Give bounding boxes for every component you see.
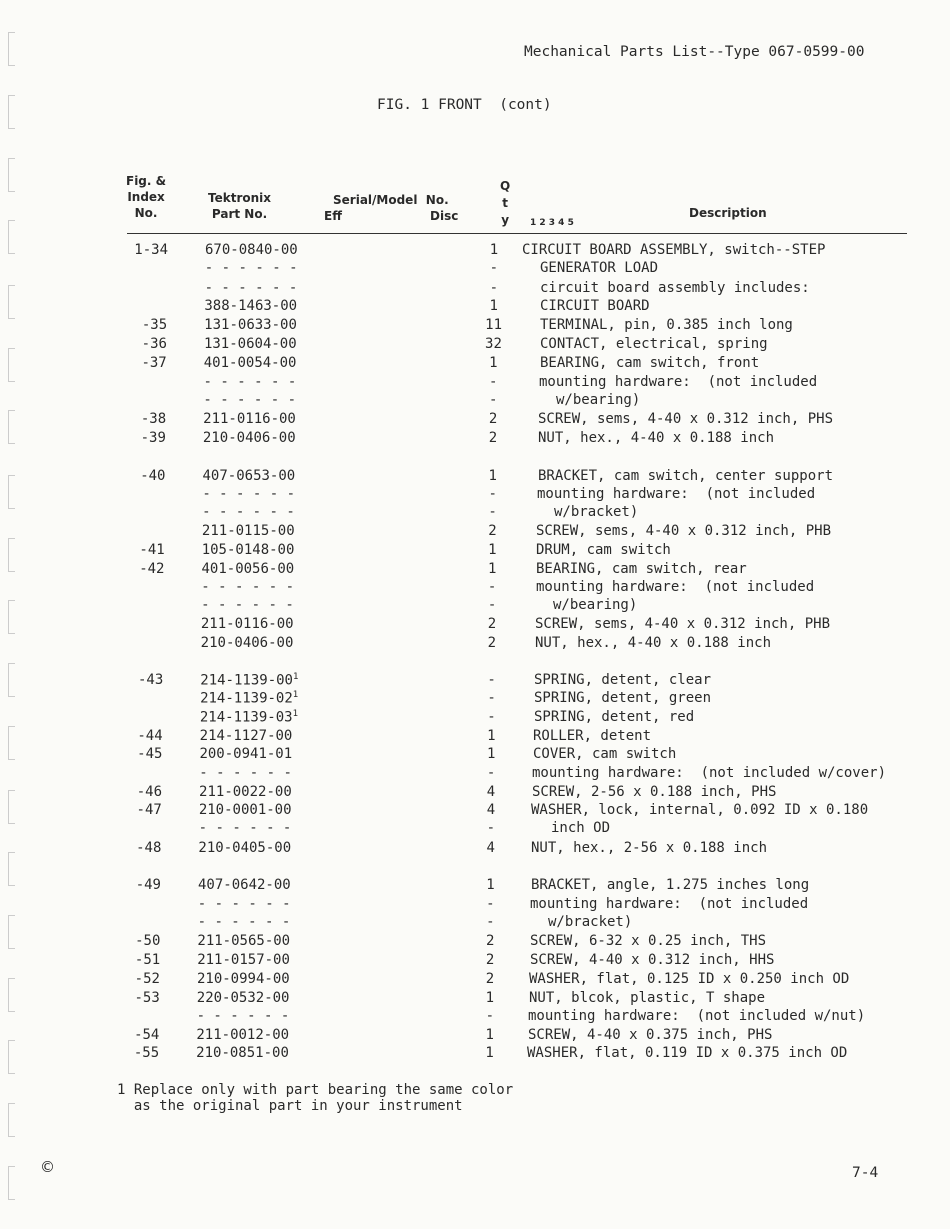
part-number-text: - - - - - - xyxy=(203,392,297,408)
part-number-text: - - - - - - xyxy=(204,280,298,296)
row-part-number xyxy=(200,709,298,726)
row-description: mounting hardware: (not included xyxy=(536,579,815,595)
part-number-text: 211-0565-00 xyxy=(197,933,291,949)
row-description: WASHER, lock, internal, 0.092 ID x 0.180 xyxy=(531,802,869,818)
row-part-number xyxy=(197,990,290,1006)
row-description: BEARING, cam switch, front xyxy=(540,355,760,371)
part-number-text: 210-0405-00 xyxy=(198,840,292,856)
row-part-number xyxy=(202,523,295,539)
row-part-number xyxy=(199,746,292,762)
row-part-number xyxy=(201,616,294,632)
row-part-number xyxy=(198,914,291,930)
row-quantity: - xyxy=(487,672,496,688)
part-number-text: 210-0406-00 xyxy=(202,430,296,446)
binder-mark xyxy=(8,158,15,192)
part-number-text: 131-0633-00 xyxy=(204,317,297,333)
part-number-text: 220-0532-00 xyxy=(196,990,290,1006)
row-description: SCREW, 4-40 x 0.375 inch, PHS xyxy=(528,1027,773,1043)
row-description: circuit board assembly includes: xyxy=(540,280,810,296)
row-part-number xyxy=(198,896,291,912)
binder-mark xyxy=(8,538,15,572)
row-part-number xyxy=(197,1008,290,1024)
row-quantity: - xyxy=(487,579,497,595)
part-number-text: 211-0116-00 xyxy=(200,616,294,632)
binder-mark xyxy=(8,600,15,634)
row-quantity: - xyxy=(486,896,495,912)
row-index: -54 xyxy=(134,1027,160,1043)
row-description: ROLLER, detent xyxy=(533,728,652,744)
part-number-text: - - - - - - xyxy=(197,896,291,912)
part-number-text: 211-0116-00 xyxy=(203,411,296,427)
row-description: NUT, blcok, plastic, T shape xyxy=(529,990,766,1006)
binder-mark xyxy=(8,32,15,66)
binder-mark xyxy=(8,220,15,254)
row-part-number xyxy=(197,952,290,968)
row-index: -39 xyxy=(140,430,166,446)
row-part-number xyxy=(205,260,298,276)
row-quantity: 11 xyxy=(485,317,502,333)
row-quantity: 4 xyxy=(486,802,496,818)
binder-mark xyxy=(8,285,15,319)
row-quantity: 2 xyxy=(488,430,498,446)
row-part-number xyxy=(196,1027,289,1043)
row-index: -55 xyxy=(133,1045,160,1061)
row-quantity: - xyxy=(486,914,495,930)
row-part-number xyxy=(197,971,290,987)
row-part-number xyxy=(202,486,295,502)
part-number-text: - - - - - - xyxy=(197,914,291,930)
row-description: w/bracket) xyxy=(548,914,633,930)
row-quantity: 4 xyxy=(486,784,496,800)
row-description: WASHER, flat, 0.119 ID x 0.375 inch OD xyxy=(527,1045,848,1061)
part-number-text: 407-0653-00 xyxy=(202,468,296,484)
row-description: BRACKET, angle, 1.275 inches long xyxy=(531,877,810,893)
row-quantity: - xyxy=(489,260,499,276)
part-number-text: 214-1139-00 xyxy=(200,672,293,689)
binder-mark xyxy=(8,1166,15,1200)
part-number-text: 211-0115-00 xyxy=(201,523,295,539)
binder-mark xyxy=(8,1103,15,1137)
row-quantity: - xyxy=(488,392,498,408)
row-quantity: 2 xyxy=(485,952,495,968)
row-part-number xyxy=(201,561,294,577)
binder-mark xyxy=(8,978,15,1012)
binder-mark xyxy=(8,475,15,509)
row-quantity: 1 xyxy=(488,561,497,577)
row-description: GENERATOR LOAD xyxy=(540,260,659,276)
row-index: -49 xyxy=(135,877,161,893)
row-part-number xyxy=(205,242,298,258)
header-part-no: Tektronix Part No. xyxy=(208,191,272,221)
row-description: NUT, hex., 2-56 x 0.188 inch xyxy=(531,840,768,856)
row-part-number xyxy=(201,579,294,595)
binder-mark xyxy=(8,852,15,886)
binder-mark xyxy=(8,790,15,824)
row-quantity: 2 xyxy=(488,411,498,427)
row-part-number xyxy=(204,374,297,390)
row-index: -52 xyxy=(134,971,160,987)
footnote-marker: 1 xyxy=(292,690,299,700)
part-number-text: - - - - - - xyxy=(203,374,297,390)
row-description: BEARING, cam switch, rear xyxy=(536,561,747,577)
row-quantity: 1 xyxy=(487,746,496,762)
part-number-text: 401-0054-00 xyxy=(203,355,297,371)
row-part-number xyxy=(200,728,293,744)
binder-mark xyxy=(8,915,15,949)
row-description: w/bearing) xyxy=(556,392,641,408)
part-number-text: 401-0056-00 xyxy=(201,561,295,577)
row-part-number xyxy=(199,802,292,818)
row-quantity: 1 xyxy=(486,877,495,893)
row-index: -37 xyxy=(141,355,167,371)
row-description: NUT, hex., 4-40 x 0.188 inch xyxy=(535,635,772,651)
part-number-text: - - - - - - xyxy=(202,504,295,520)
row-description: WASHER, flat, 0.125 ID x 0.250 inch OD xyxy=(529,971,850,987)
row-quantity: - xyxy=(485,1008,494,1024)
row-description: CIRCUIT BOARD xyxy=(540,298,650,314)
header-levels: 1 2 3 4 5 xyxy=(530,218,574,228)
row-quantity: 2 xyxy=(485,971,495,987)
row-description: SCREW, 6-32 x 0.25 inch, THS xyxy=(530,933,767,949)
row-quantity: 1 xyxy=(485,990,495,1006)
part-number-text: 210-0001-00 xyxy=(198,802,292,818)
row-quantity: 1 xyxy=(489,355,498,371)
part-number-text: 214-1139-03 xyxy=(199,709,293,726)
row-quantity: 2 xyxy=(487,616,497,632)
footnote: 1 Replace only with part bearing the same color as the original part in your instrument xyxy=(117,1082,514,1114)
row-description: mounting hardware: (not included xyxy=(537,486,816,502)
row-description: SPRING, detent, green xyxy=(534,690,712,706)
row-quantity: - xyxy=(489,374,498,390)
row-description: SCREW, sems, 4-40 x 0.312 inch, PHB xyxy=(536,523,832,539)
row-part-number xyxy=(202,504,295,520)
header-fig-index: Fig. & Index No. xyxy=(126,174,167,220)
row-quantity: - xyxy=(486,820,496,836)
row-part-number xyxy=(200,690,298,707)
row-quantity: 2 xyxy=(485,933,495,949)
row-description: SCREW, sems, 4-40 x 0.312 inch, PHS xyxy=(538,411,834,427)
part-number-text: - - - - - - xyxy=(204,260,298,276)
binder-mark xyxy=(8,726,15,760)
row-index: -53 xyxy=(134,990,160,1006)
row-index: -47 xyxy=(136,802,162,818)
row-index: -43 xyxy=(137,672,164,688)
header-rule xyxy=(127,233,907,234)
row-description: mounting hardware: (not included w/cover) xyxy=(532,765,887,781)
part-number-text: 214-1139-02 xyxy=(200,690,293,707)
row-part-number xyxy=(204,336,297,352)
row-quantity: - xyxy=(487,709,496,725)
row-description: CONTACT, electrical, spring xyxy=(540,336,768,352)
footnote-marker: 1 xyxy=(292,672,299,682)
header-disc: Disc xyxy=(430,209,459,223)
row-part-number xyxy=(204,298,297,314)
row-part-number xyxy=(203,411,296,427)
row-part-number xyxy=(199,784,292,800)
row-description: SPRING, detent, clear xyxy=(534,672,712,688)
row-part-number xyxy=(198,840,291,856)
part-number-text: 210-0994-00 xyxy=(196,971,290,987)
row-index: -44 xyxy=(137,728,163,744)
row-quantity: 1 xyxy=(485,1045,494,1061)
row-part-number xyxy=(205,280,298,296)
row-quantity: 2 xyxy=(488,523,497,539)
row-part-number xyxy=(198,877,291,893)
row-quantity: - xyxy=(489,280,498,296)
row-index: -41 xyxy=(139,542,165,558)
row-quantity: 32 xyxy=(485,336,502,352)
row-description: SCREW, 2-56 x 0.188 inch, PHS xyxy=(532,784,777,800)
row-description: inch OD xyxy=(551,820,611,836)
row-quantity: 1 xyxy=(489,242,499,258)
row-quantity: 4 xyxy=(486,840,495,856)
row-quantity: - xyxy=(488,486,497,502)
row-description: NUT, hex., 4-40 x 0.188 inch xyxy=(538,430,775,446)
binder-mark xyxy=(8,95,15,129)
row-index: -40 xyxy=(140,468,166,484)
footnote-marker: 1 xyxy=(292,709,298,719)
row-part-number xyxy=(196,1045,289,1061)
row-part-number xyxy=(197,933,290,949)
row-description: mounting hardware: (not included xyxy=(530,896,809,912)
row-description: w/bracket) xyxy=(554,504,639,520)
row-part-number xyxy=(203,430,296,446)
row-index: -42 xyxy=(139,561,165,577)
row-description: COVER, cam switch xyxy=(533,746,677,762)
part-number-text: 214-1127-00 xyxy=(199,728,293,744)
row-index: -35 xyxy=(141,317,168,333)
header-qty: Q t y xyxy=(500,179,511,227)
figure-title: FIG. 1 FRONT (cont) xyxy=(377,97,552,113)
part-number-text: 388-1463-00 xyxy=(204,298,298,314)
row-quantity: - xyxy=(486,765,496,781)
row-part-number xyxy=(199,820,292,836)
header-description: Description xyxy=(689,206,767,220)
part-number-text: 407-0642-00 xyxy=(198,877,291,893)
row-index: -45 xyxy=(137,746,163,762)
row-index: -48 xyxy=(136,840,162,856)
row-description: w/bearing) xyxy=(553,597,638,613)
row-part-number xyxy=(201,635,294,651)
row-description: SCREW, 4-40 x 0.312 inch, HHS xyxy=(530,952,775,968)
part-number-text: - - - - - - xyxy=(201,597,294,613)
binder-mark xyxy=(8,348,15,382)
part-number-text: 200-0941-01 xyxy=(199,746,293,762)
header-eff: Eff xyxy=(324,209,342,223)
row-index: -50 xyxy=(135,933,161,949)
row-quantity: 1 xyxy=(488,542,497,558)
part-number-text: 211-0022-00 xyxy=(199,784,292,800)
row-description: BRACKET, cam switch, center support xyxy=(538,468,834,484)
row-description: SPRING, detent, red xyxy=(534,709,695,725)
row-index: -36 xyxy=(141,336,167,352)
part-number-text: 131-0604-00 xyxy=(203,336,297,352)
row-part-number xyxy=(199,765,292,781)
row-part-number xyxy=(203,392,296,408)
row-index: -51 xyxy=(134,952,161,968)
row-part-number xyxy=(200,672,298,689)
row-part-number xyxy=(202,542,295,558)
row-part-number xyxy=(204,355,297,371)
part-number-text: 211-0012-00 xyxy=(196,1027,290,1043)
row-quantity: - xyxy=(487,597,497,613)
binder-mark xyxy=(8,1040,15,1074)
row-description: DRUM, cam switch xyxy=(536,542,671,558)
part-number-text: - - - - - - xyxy=(198,820,292,836)
row-part-number xyxy=(203,468,296,484)
row-description: mounting hardware: (not included w/nut) xyxy=(528,1008,866,1024)
row-quantity: - xyxy=(488,504,497,520)
row-description: mounting hardware: (not included xyxy=(539,374,818,390)
row-index: -46 xyxy=(136,784,163,800)
row-part-number xyxy=(204,317,297,333)
part-number-text: - - - - - - xyxy=(202,486,296,502)
row-quantity: 1 xyxy=(485,1027,494,1043)
page-number: 7-4 xyxy=(852,1165,879,1181)
part-number-text: - - - - - - xyxy=(201,579,294,595)
row-quantity: 1 xyxy=(488,468,497,484)
part-number-text: 210-0406-00 xyxy=(200,635,294,651)
binder-mark xyxy=(8,663,15,697)
part-number-text: 210-0851-00 xyxy=(196,1045,289,1061)
row-index: -38 xyxy=(140,411,167,427)
page-title: Mechanical Parts List--Type 067-0599-00 xyxy=(524,44,865,60)
row-part-number xyxy=(201,597,294,613)
part-number-text: 670-0840-00 xyxy=(205,242,298,258)
binder-mark xyxy=(8,410,15,444)
row-description: CIRCUIT BOARD ASSEMBLY, switch--STEP xyxy=(522,242,826,258)
row-quantity: 1 xyxy=(489,298,498,314)
part-number-text: - - - - - - xyxy=(199,765,292,781)
part-number-text: 211-0157-00 xyxy=(197,952,290,968)
row-quantity: 1 xyxy=(487,728,496,744)
part-number-text: - - - - - - xyxy=(196,1008,290,1024)
row-description: TERMINAL, pin, 0.385 inch long xyxy=(540,317,793,333)
row-description: SCREW, sems, 4-40 x 0.312 inch, PHB xyxy=(535,616,831,632)
row-index: 1-34 xyxy=(134,242,168,258)
header-serial: Serial/Model No. xyxy=(333,193,449,207)
part-number-text: 105-0148-00 xyxy=(201,542,295,558)
row-quantity: 2 xyxy=(487,635,497,651)
copyright-mark: © xyxy=(40,1158,55,1176)
row-quantity: - xyxy=(487,690,496,706)
